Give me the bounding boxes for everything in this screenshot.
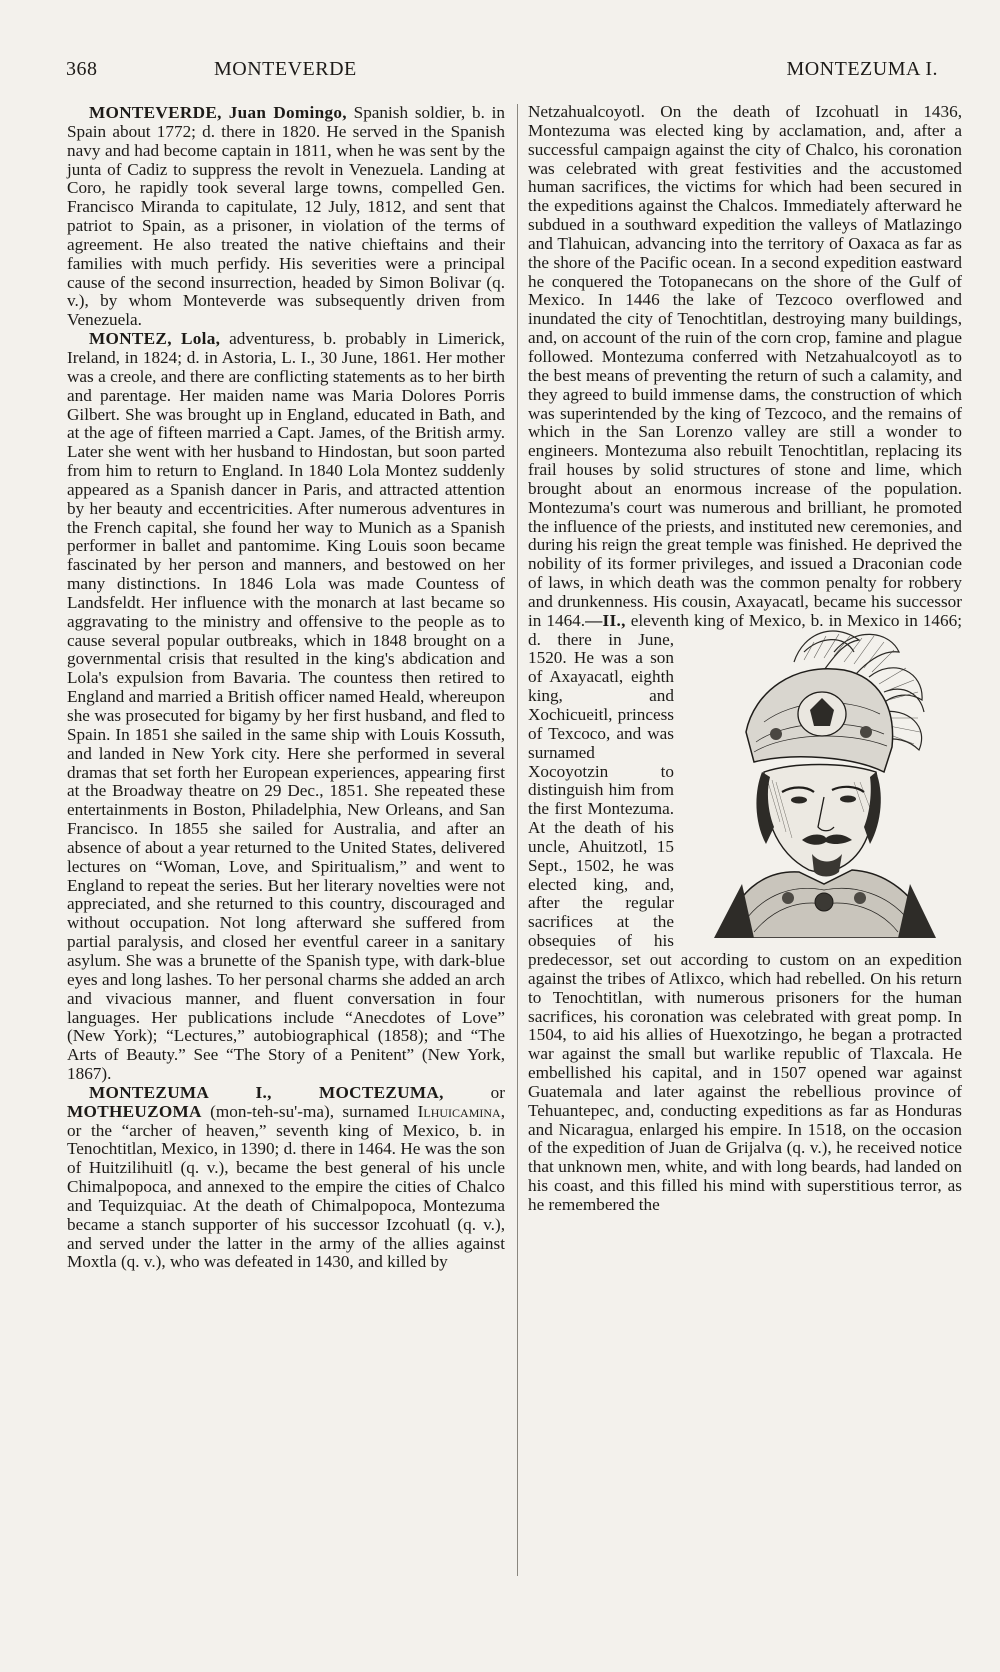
left-column [67,104,505,1272]
entry-montezuma-text-left: , or the “archer of heaven,” seventh king of Mexico, b. in Tenochtitlan, Mexico, in 1390; d. there in 1464. He was the son of Huitzilihuitl (q. v.), became the best general of his uncle Chimalpopoca, and annexed to the empire the cities of Chalco and Tequizquiac. At the death of Chimalpopoca, Montezuma became a stanch supporter of his successor Izcohuatl (q. v.), and served under the latter in the army of the allies against Moxtla (q. v.), who was defeated in 1430, and killed by [67,1101,505,1272]
headword-or: or [443,1082,505,1102]
page-number: 368 [66,58,98,80]
running-head-right: MONTEZUMA I. [786,58,938,80]
running-head-left: MONTEVERDE [214,58,357,80]
entry-monteverde [67,104,505,330]
headword-montezuma: MONTEZUMA I., MOCTEZUMA, [89,1082,444,1102]
entry-montez [67,330,505,1084]
entry-montezuma-ii-text: eleventh king of Mexico, b. in Mexico in 1466; d. there in June, 1520. He was a son of Axayacatl, eighth king, and Xochicueitl, princess of Texcoco, and was surnamed Xocoyotzin to distinguish him from the first Montezuma. At the death of his uncle, Ahuitzotl, 15 Sept., 1502, he was elected king, and, after the regular sacrifices at the obsequies of his predecessor, set out according to custom on an expedition against the tribes of Atlixco, which had rebelled. On his return to Tenochtitlan, with numerous prisoners for the human sacrifices, his coronation was celebrated with great pomp. In 1504, to aid his allies of Huexotzingo, he began a protracted war against the small but warlike republic of Tlaxcala. He embellished his capital, and in 1507 opened war against Guatemala and later against the rebellious province of Tehuantepec, and, conducting expeditions as far as Honduras and Nicaragua, enlarged his empire. In 1518, on the occasion of the expedition of Juan de Grijalva (q. v.), he received notice that unknown men, white, and with long beards, had landed on his coast, and this filled his mind with superstitious terror, as he remembered the [528,610,962,1214]
headword-montezuma-ii: —II., [585,610,626,630]
entry-monteverde-text: Spanish soldier, b. in Spain about 1772; d. there in 1820. He served in the Spanish navy and had become captain in 1811, when he was sent by the junta of Cadiz to suppress the revolt in Venezuela. Landing at Coro, he rapidly took several large towns, compelled Gen. Francisco Miranda to capitulate, 12 July, 1812, and sent that patriot to Spain, as a prisoner, in violation of the terms of agreement. He also treated the native chieftains and their families with much perfidy. His severities were a principal cause of the second insurrection, headed by Simon Bolivar (q. v.), by whom Monteverde was subsequently driven from Venezuela. [67,103,505,330]
running-head [66,58,938,88]
headword-montezuma-alt: MOTHEUZOMA [67,1101,202,1121]
entry-montez-text: adventuress, b. probably in Limerick, Ireland, in 1824; d. in Astoria, L. I., 30 June, 1861. Her mother was a creole, and there are conflicting statements as to her birth and parentage. Her maiden name was Maria Dolores Porris Gilbert. She was brought up in England, educated in Bath, and at the age of fifteen married a Capt. James, of the British army. Later she went with her husband to Hindostan, but soon parted from him to return to England. In 1840 Lola Montez suddenly appeared as a Spanish dancer in Paris, and attracted attention by her beauty and eccentricities. After numerous adventures in the French capital, she found her way to Munich as a Spanish performer in ballet and pantomime. King Louis soon became fascinated by her person and manners, and bestowed on her many distinctions. In 1846 Lola was made Countess of Landsfeldt. Her influence with the monarch at last became so aggravating to the ministry and offensive to the people as to cause several popular outbreaks, which in 1848 brought on a governmental crisis that resulted in the king's abdication and Lola's expulsion from Bavaria. The countess then retired to England and married a British officer named Heald, whereupon she was prosecuted for bigamy by her first husband, and fled to Spain. In 1851 she sailed in the same ship with Louis Kossuth, and landed in New York city. Here she performed in several dramas that set forth her European experiences, appearing first at the Broadway theatre on 29 Dec., 1851. She repeated these entertainments in Boston, Philadelphia, New Orleans, and San Francisco. In 1855 she sailed for Australia, and after an absence of about a year returned to the United States, delivered lectures on “Woman, Love, and Spiritualism,” and went to England to repeat the series. But her literary novelties were not appreciated, and she returned to this country, discouraged and without occupation. Not long afterward she suffered from partial paralysis, and closed her eventful career in a sanitary asylum. She was a brunette of the Spanish type, with dark-blue eyes and long lashes. To her personal charms she added an arch and vivacious manner, and fluent conversation in four languages. Her publications include “Anecdotes of Love” (New York); “Lectures,” autobiographical (1858); and “The Arts of Beauty.” See “The Story of a Penitent” (New York, 1867). [67,329,505,1084]
entry-montezuma [67,1084,505,1272]
right-column [528,103,962,1215]
headword-monteverde: MONTEVERDE, Juan Domingo, [89,103,347,122]
entry-montezuma-continued [528,103,962,1215]
montezuma-portrait [684,622,966,938]
portrait-illustration [684,622,966,938]
entry-montezuma-pronunciation: (mon-teh-su'-ma), surnamed [201,1101,418,1121]
column-divider [517,104,518,1576]
entry-montezuma-text-right: Netzahualcoyotl. On the death of Izcohuatl in 1436, Montezuma was elected king by acclamation, and, after a successful campaign against the city of Chalco, his coronation was celebrated with great festivities and the accustomed human sacrifices, the victims for which had been secured in the expeditions against the Chalcos. Immediately afterward he subdued in a southward expedition the valleys of Matlazingo and Tlahuican, advancing into the territory of Oaxaca as far as the shore of the Pacific ocean. In a second expedition eastward he conquered the Totopanecans on the shore of the Gulf of Mexico. In 1446 the lake of Tezcoco overflowed and inundated the city of Tenochtitlan, destroying many buildings, and, on account of the ruin of the corn crop, famine and plague followed. Montezuma conferred with Netzahualcoyotl as to the best means of preventing the return of such a calamity, and they agreed to build immense dams, the construction of which was superintended by the king of Tezcoco, and the remains of which in the San Lorenzo valley are still a wonder to engineers. Montezuma also rebuilt Tenochtitlan, replacing its frail houses by solid structures of stone and lime, which brought about an enormous increase of the population. Montezuma's court was numerous and brilliant, he promoted the influence of the priests, and instituted new ceremonies, and during his reign the great temple was finished. He deprived the nobility of its former privileges, and issued a Draconian code of laws, in which death was the common penalty for robbery and drunkenness. His cousin, Axayacatl, became his successor in 1464. [528,102,962,630]
entry-montezuma-epithet: Ilhuicamina [417,1101,501,1121]
headword-montez: MONTEZ, Lola, [89,329,221,349]
